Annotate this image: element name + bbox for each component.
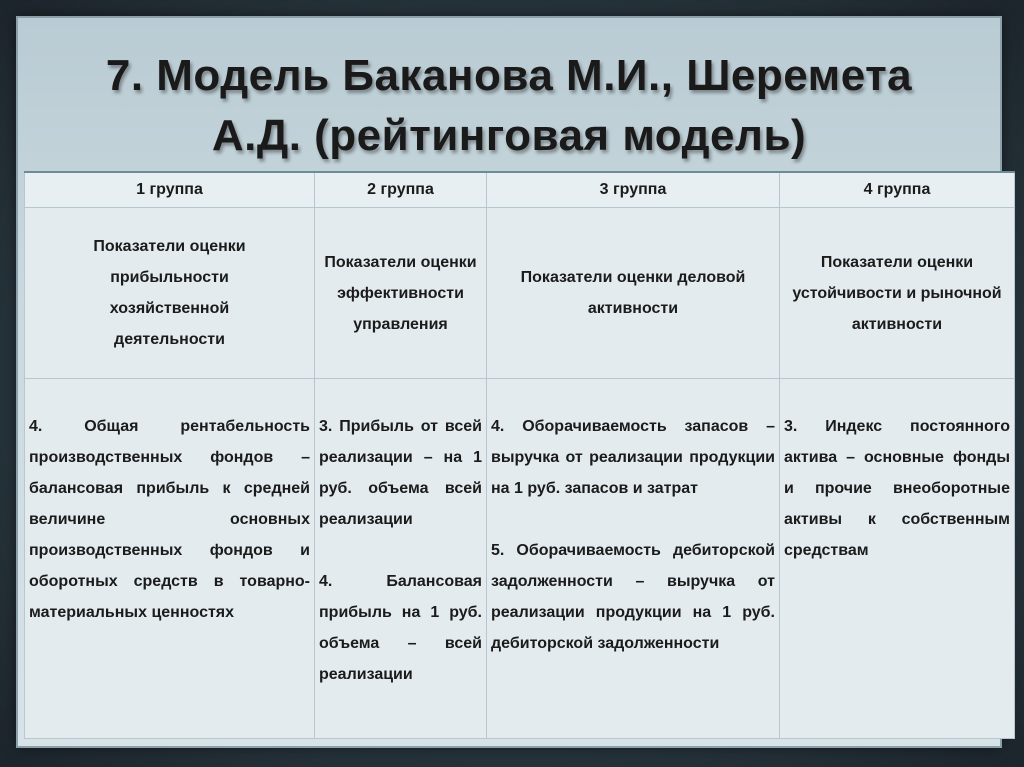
description-group-2: Показатели оценки эффективности управления xyxy=(315,208,487,379)
indicator-item: 3. Прибыль от всей реализации – на 1 руб. объема всей реализации xyxy=(319,418,482,528)
rating-model-table xyxy=(24,171,1015,739)
slide-title-line-1: 7. Модель Баканова М.И., Шеремета xyxy=(105,51,913,100)
header-group-4: 4 группа xyxy=(780,172,1015,208)
header-group-3: 3 группа xyxy=(487,172,780,208)
indicators-group-1 xyxy=(25,379,315,739)
header-group-1: 1 группа xyxy=(25,172,315,208)
header-group-2: 2 группа xyxy=(315,172,487,208)
indicator-item: 4. Балансовая прибыль на 1 руб. объема – всей реализации xyxy=(319,573,482,683)
description-group-4: Показатели оценки устойчивости и рыночной активности xyxy=(780,208,1015,379)
indicators-group-2 xyxy=(315,379,487,739)
slide-title-line-2: А.Д. (рейтинговая модель) xyxy=(211,111,807,160)
table-header-row xyxy=(25,172,1015,208)
description-group-3: Показатели оценки деловой активности xyxy=(487,208,780,379)
indicators-group-3 xyxy=(487,379,780,739)
indicators-group-4 xyxy=(780,379,1015,739)
table-row-indicators xyxy=(25,379,1015,739)
indicator-item: 3. Индекс постоянного актива – основные фонды и прочие внеоборотные активы к собственным средствам xyxy=(784,418,1010,559)
indicator-item: 4. Оборачиваемость запасов – выручка от реализации продукции на 1 руб. запасов и затрат xyxy=(491,418,775,497)
description-group-1: Показатели оценки прибыльности хозяйственной деятельности xyxy=(25,208,315,379)
indicator-item: 5. Оборачиваемость дебиторской задолженности – выручка от реализации продукции на 1 руб. дебиторской задолженности xyxy=(491,542,775,652)
slide-title xyxy=(18,46,1000,166)
table-row-descriptions xyxy=(25,208,1015,379)
indicator-item: 4. Общая рентабельность производственных фондов – балансовая прибыль к средней величине основных производственных фондов и оборотных средств в товарно-материальных ценностях xyxy=(29,418,310,621)
